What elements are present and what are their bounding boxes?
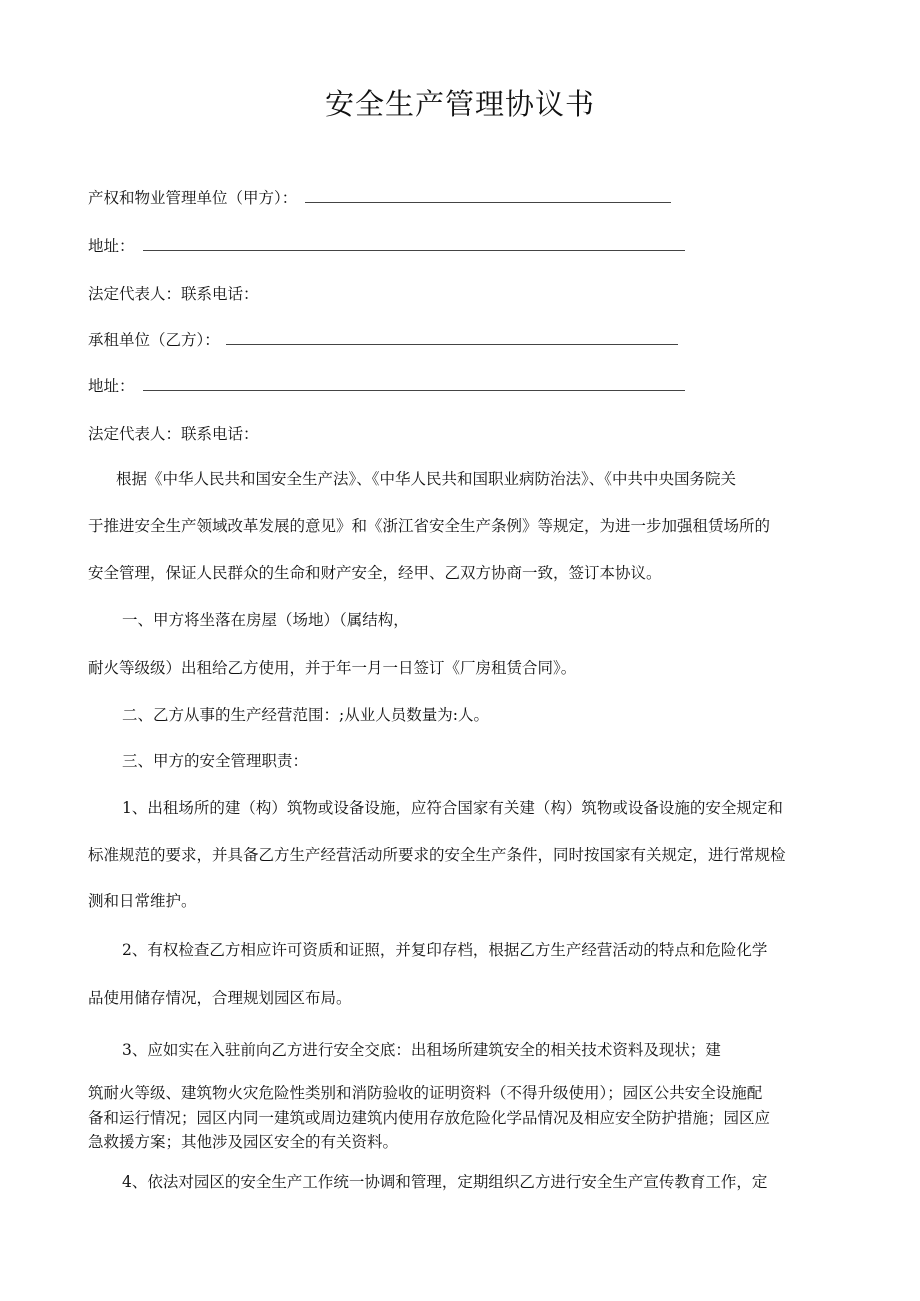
- item1-line-1: 一、甲方将坐落在房屋（场地）（属结构，: [122, 611, 409, 629]
- party-b-blank: [226, 330, 678, 345]
- clause3-line-1: 3、应如实在入驻前向乙方进行安全交底：出租场所建筑安全的相关技术资料及现状；建: [122, 1041, 721, 1059]
- party-a-label: 产权和物业管理单位（甲方）：: [88, 189, 298, 207]
- clause1-line-3: 测和日常维护。: [88, 892, 197, 910]
- party-a-row: [88, 188, 671, 208]
- address-b-label: 地址：: [88, 377, 135, 395]
- clause4-line-1: 4、依法对园区的安全生产工作统一协调和管理，定期组织乙方进行安全生产宣传教育工作，定: [122, 1173, 768, 1191]
- rep-b-label: 法定代表人：联系电话：: [88, 425, 259, 443]
- clause3-line-4: 急救援方案；其他涉及园区安全的有关资料。: [88, 1133, 399, 1151]
- rep-a-label: 法定代表人：联系电话：: [88, 285, 259, 303]
- address-b-row: [88, 376, 685, 396]
- clause2-line-1: 2、有权检查乙方相应许可资质和证照，并复印存档，根据乙方生产经营活动的特点和危险化学: [122, 941, 768, 959]
- item3-heading: 三、甲方的安全管理职责：: [122, 752, 309, 770]
- address-a-row: [88, 236, 685, 256]
- party-b-label: 承租单位（乙方）：: [88, 331, 220, 349]
- address-a-blank: [143, 236, 685, 251]
- intro-line-3: 安全管理，保证人民群众的生命和财产安全，经甲、乙双方协商一致，签订本协议。: [88, 564, 662, 582]
- clause3-line-2: 筑耐火等级、建筑物火灾危险性类别和消防验收的证明资料（不得升级使用）；园区公共安全设施配: [88, 1084, 763, 1102]
- party-a-blank: [305, 188, 671, 203]
- item2: 二、乙方从事的生产经营范围：;从业人员数量为:人。: [122, 706, 489, 724]
- party-b-row: [88, 330, 678, 350]
- intro-line-2: 于推进安全生产领域改革发展的意见》和《浙江省安全生产条例》等规定，为进一步加强租赁场所的: [88, 517, 771, 535]
- item1-line-2: 耐火等级级）出租给乙方使用，并于年一月一日签订《厂房租赁合同》。: [88, 659, 577, 677]
- address-a-label: 地址：: [88, 237, 135, 255]
- clause2-line-2: 品使用储存情况，合理规划园区布局。: [88, 989, 352, 1007]
- clause1-line-1: 1、出租场所的建（构）筑物或设备设施，应符合国家有关建（构）筑物或设备设施的安全规定和: [122, 799, 783, 817]
- document-title: 安全生产管理协议书: [324, 87, 595, 121]
- intro-line-1: 根据《中华人民共和国安全生产法》、《中华人民共和国职业病防治法》、《中共中央国务院关: [116, 470, 737, 488]
- clause1-line-2: 标准规范的要求，并具备乙方生产经营活动所要求的安全生产条件，同时按国家有关规定，进行常规检: [88, 846, 786, 864]
- address-b-blank: [143, 376, 685, 391]
- clause3-line-3: 备和运行情况；园区内同一建筑或周边建筑内使用存放危险化学品情况及相应安全防护措施；园区应: [88, 1109, 771, 1127]
